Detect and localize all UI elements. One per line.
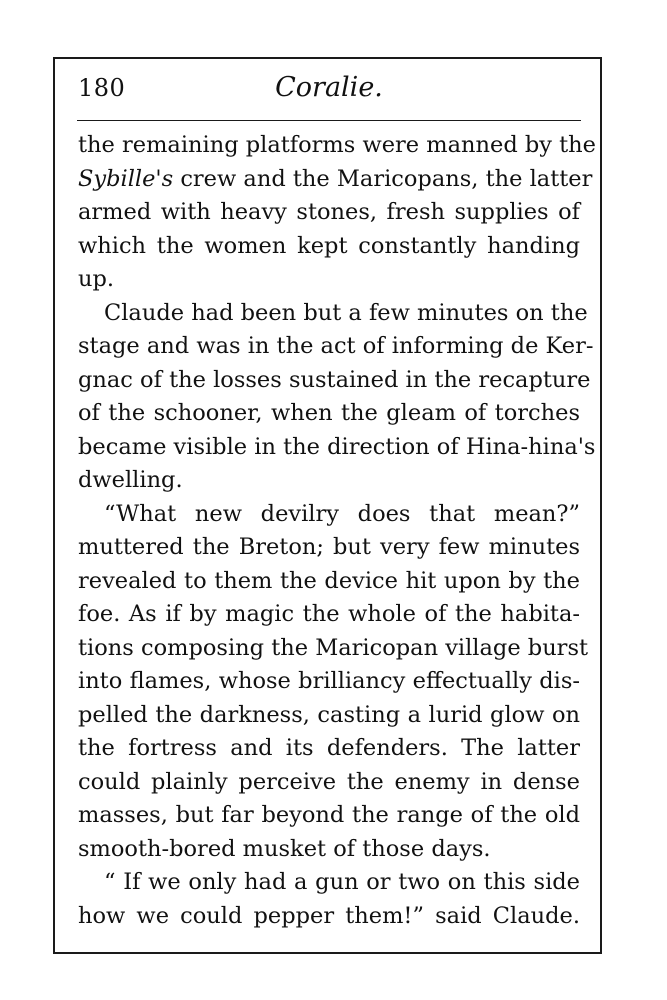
text-line: muttered the Breton; but very few minutes (78, 534, 580, 560)
text-line: tions composing the Maricopan village burst (78, 634, 589, 661)
text-line: stage and was in the act of informing de Ker- (78, 333, 594, 359)
text-line: dwelling. (78, 467, 183, 493)
text-line: armed with heavy stones, fresh supplies of (78, 199, 580, 225)
text-line: “ If we only had a gun or two on this side (104, 869, 580, 895)
text-line (78, 163, 593, 197)
text-line: pelled the darkness, casting a lurid glow on (78, 701, 580, 728)
text-line: which the women kept constantly handing (78, 232, 580, 259)
text-line: the remaining platforms were manned by the (78, 132, 596, 158)
running-title: Coralie. (275, 72, 383, 103)
text-line: the fortress and its defenders. The latter (78, 735, 580, 761)
text-line: foe. As if by magic the whole of the habita- (78, 601, 580, 627)
text-line: of the schooner, when the gleam of torches (78, 400, 580, 426)
page-header (78, 70, 580, 114)
text-line: revealed to them the device hit upon by the (78, 567, 580, 594)
text-line: became visible in the direction of Hina-hina's (78, 433, 596, 460)
text-line: gnac of the losses sustained in the recapture (78, 366, 591, 393)
text-line: up. (78, 266, 115, 292)
text-line: into flames, whose brilliancy effectually dis- (78, 668, 580, 694)
text-line: “What new devilry does that mean?” (104, 500, 580, 527)
body-text (78, 129, 596, 933)
text-line: could plainly perceive the enemy in dense (78, 768, 580, 795)
text-line: Claude had been but a few minutes on the (104, 299, 588, 326)
text-line: how we could pepper them!” said Claude. (78, 902, 580, 929)
page-number: 180 (78, 74, 126, 102)
text-line: masses, but far beyond the range of the old (78, 802, 580, 828)
header-rule (77, 120, 581, 121)
text-line-rest: crew and the Maricopans, the latter (173, 165, 593, 192)
text-line: smooth-bored musket of those days. (78, 835, 491, 862)
ship-name: Sybille's (78, 165, 174, 192)
